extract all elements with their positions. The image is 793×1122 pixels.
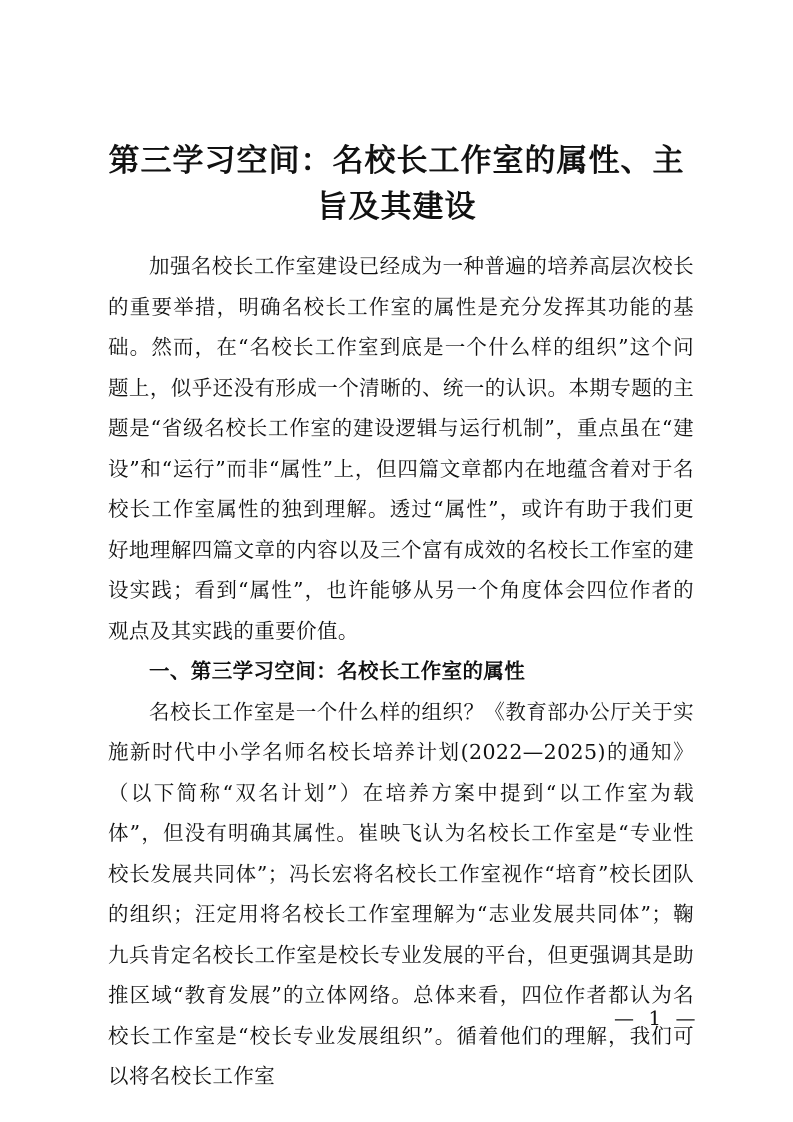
document-body xyxy=(108,246,694,1097)
page-title: 第三学习空间：名校长工作室的属性、主旨及其建设 xyxy=(108,143,685,225)
intro-paragraph: 加强名校长工作室建设已经成为一种普遍的培养高层次校长的重要举措，明确名校长工作室的属性是充分发挥其功能的基础。然而，在“名校长工作室到底是一个什么样的组织”这个问题上，似乎还没有形成一个清晰的、统一的认识。本期专题的主题是“省级名校长工作室的建设逻辑与运行机制”，重点虽在“建设”和“运行”而非“属性”上，但四篇文章都内在地蕴含着对于名校长工作室属性的独到理解。透过“属性”，或许有助于我们更好地理解四篇文章的内容以及三个富有成效的名校长工作室的建设实践；看到“属性”，也许能够从另一个角度体会四位作者的观点及其实践的重要价值。 xyxy=(108,254,694,643)
section-paragraph: 名校长工作室是一个什么样的组织？《教育部办公厅关于实施新时代中小学名师名校长培养计划(2022—2025)的通知》（以下简称“双名计划”）在培养方案中提到“以工作室为载体”，但没有明确其属性。崔映飞认为名校长工作室是“专业性校长发展共同体”；冯长宏将名校长工作室视作“培育”校长团队的组织；汪定用将名校长工作室理解为“志业发展共同体”；鞠九兵肯定名校长工作室是校长专业发展的平台，但更强调其是助推区域“教育发展”的立体网络。总体来看，四位作者都认为名校长工作室是“校长专业发展组织”。循着他们的理解，我们可以将名校长工作室 xyxy=(108,699,694,1088)
page-number: — 1 — xyxy=(614,1006,700,1030)
section-heading: 一、第三学习空间：名校长工作室的属性 xyxy=(149,659,526,683)
